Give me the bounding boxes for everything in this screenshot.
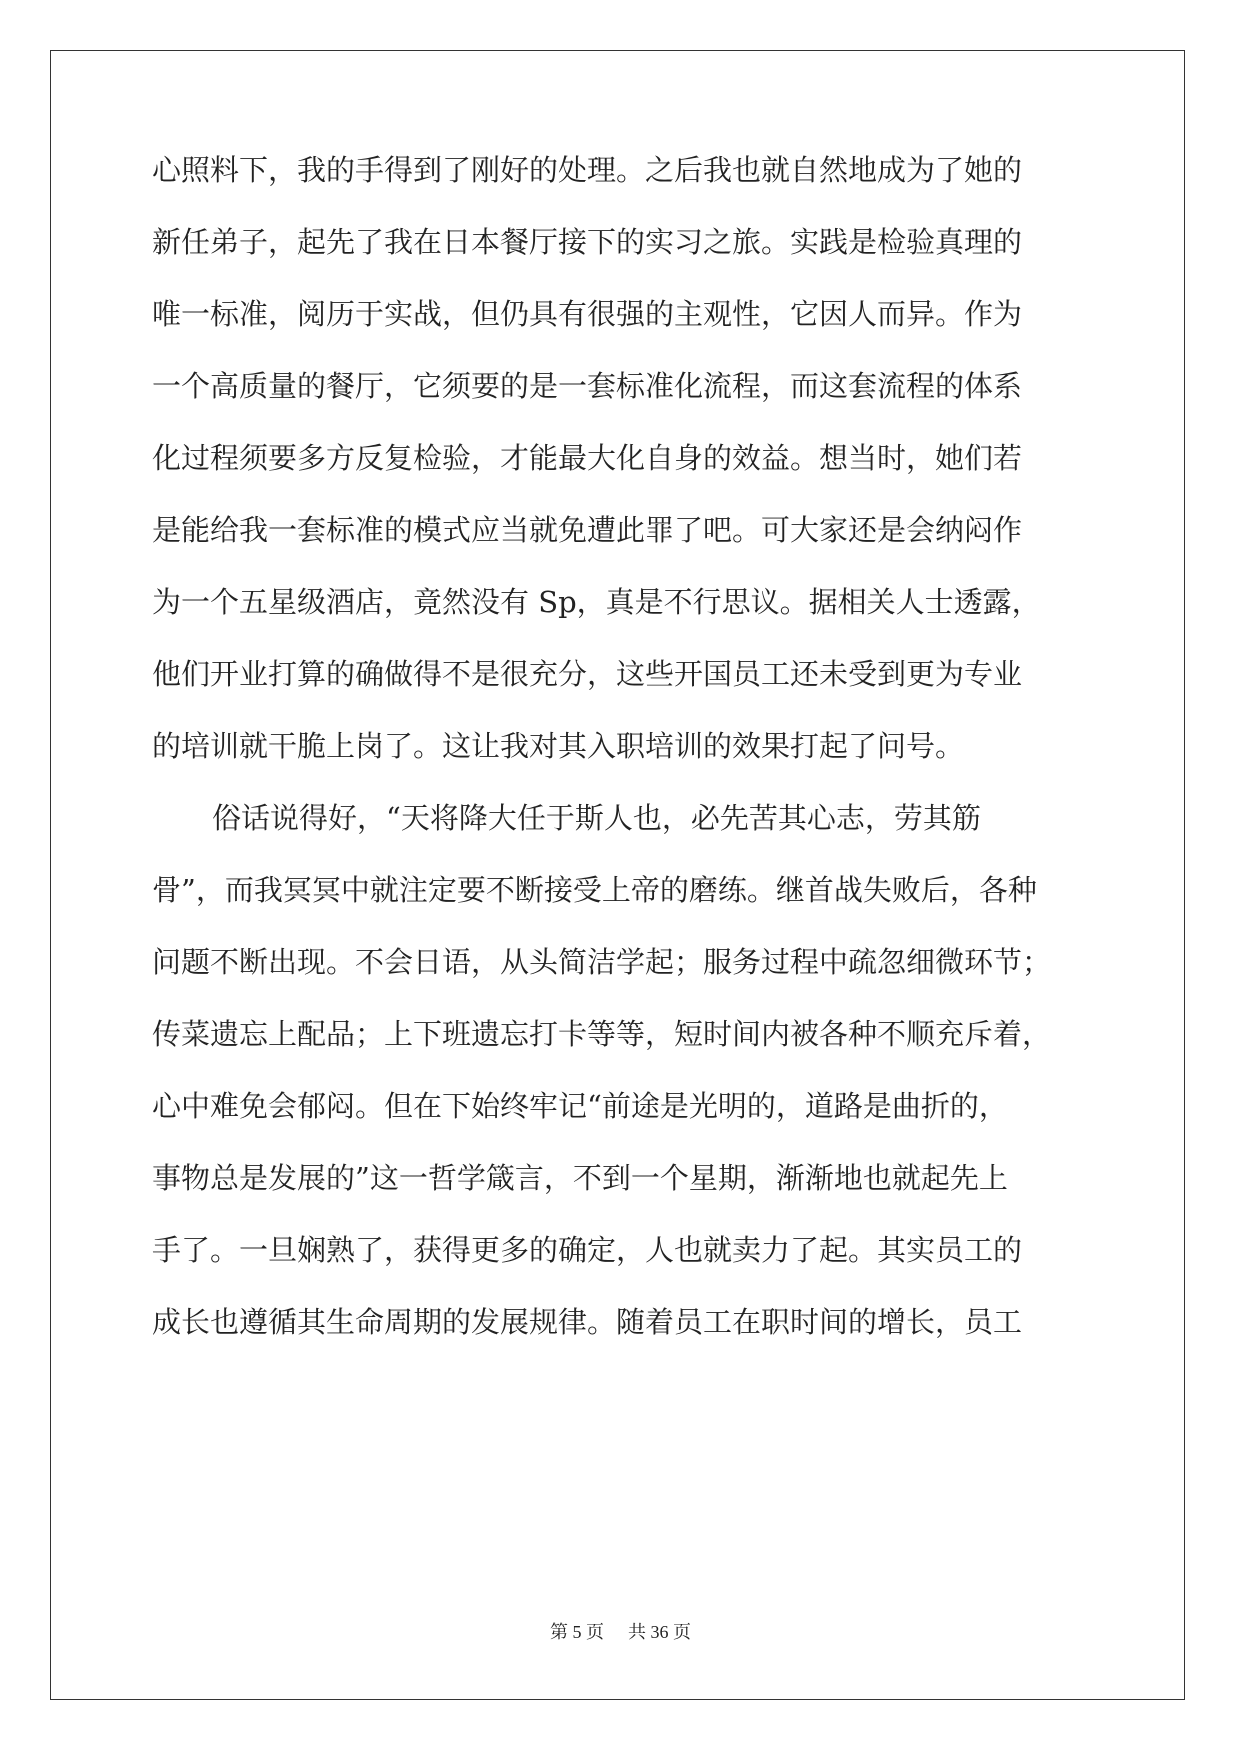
- body-line-5: 化过程须要多方反复检验，才能最大化自身的效益。想当时，她们若: [152, 441, 1023, 475]
- body-line-13: 传菜遗忘上配品；上下班遗忘打卡等等，短时间内被各种不顺充斥着，: [152, 1017, 1052, 1051]
- body-line-14: 心中难免会郁闷。但在下始终牢记“前途是光明的，道路是曲折的，: [152, 1089, 1008, 1123]
- page-number: 第 5 页: [550, 1622, 604, 1642]
- total-pages: 共 36 页: [628, 1622, 691, 1642]
- body-line-6: 是能给我一套标准的模式应当就免遭此罪了吧。可大家还是会纳闷作: [152, 513, 1023, 547]
- body-line-8: 他们开业打算的确做得不是很充分，这些开国员工还未受到更为专业: [152, 657, 1023, 691]
- body-line-17: 成长也遵循其生命周期的发展规律。随着员工在职时间的增长，员工: [152, 1305, 1023, 1339]
- body-line-2: 新任弟子，起先了我在日本餐厅接下的实习之旅。实践是检验真理的: [152, 225, 1023, 259]
- body-line-12: 问题不断出现。不会日语，从头简洁学起；服务过程中疏忽细微环节；: [152, 945, 1052, 979]
- paragraph-2-first-line: 俗话说得好，“天将降大任于斯人也，必先苦其心志，劳其筋: [212, 801, 981, 835]
- body-line-11: 骨”，而我冥冥中就注定要不断接受上帝的磨练。继首战失败后，各种: [152, 873, 1037, 907]
- body-line-7: 为一个五星级酒店，竟然没有 Sp，真是不行思议。据相关人士透露，: [152, 585, 1041, 619]
- body-line-4: 一个高质量的餐厅，它须要的是一套标准化流程，而这套流程的体系: [152, 369, 1023, 403]
- page-footer: [0, 1618, 1241, 1644]
- body-line-3: 唯一标准，阅历于实战，但仍具有很强的主观性，它因人而异。作为: [152, 297, 1023, 331]
- body-line-1: 心照料下，我的手得到了刚好的处理。之后我也就自然地成为了她的: [152, 153, 1023, 187]
- body-line-16: 手了。一旦娴熟了，获得更多的确定，人也就卖力了起。其实员工的: [152, 1233, 1023, 1267]
- body-line-9: 的培训就干脆上岗了。这让我对其入职培训的效果打起了问号。: [152, 729, 965, 763]
- body-line-15: 事物总是发展的”这一哲学箴言，不到一个星期，渐渐地也就起先上: [152, 1161, 1008, 1195]
